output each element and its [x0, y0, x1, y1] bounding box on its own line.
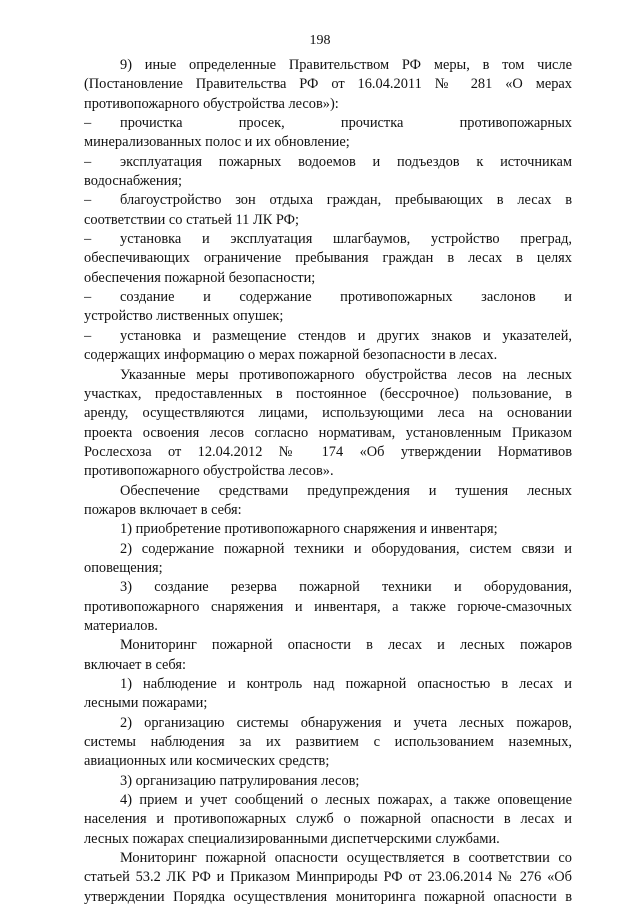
text-line: эксплуатация пожарных водоемов и подъездов к источникам [120, 153, 572, 170]
text-line: лесными пожарами; [84, 695, 208, 712]
text-line: установка и эксплуатация шлагбаумов, устройство преград, [120, 231, 572, 248]
text-line: статьей 53.2 ЛК РФ и Приказом Минприроды РФ от 23.06.2014 № 276 «Об [84, 869, 572, 886]
text-line: 2) содержание пожарной техники и оборудования, систем связи и [120, 540, 572, 557]
text-line: обеспечения пожарной безопасности; [84, 269, 316, 286]
text-line: Мониторинг пожарной опасности осуществляется в соответствии со [120, 850, 572, 867]
text-line: обеспечивающих ограничение пребывания граждан в лесах в целях [84, 250, 572, 267]
list-item-first-line [84, 114, 572, 133]
page-number: 198 [309, 33, 331, 48]
text-line: Мониторинг пожарной опасности в лесах и лесных пожаров [120, 637, 572, 654]
list-item-first-line [84, 153, 572, 172]
text-line: системы наблюдения за их развитием с использованием наземных, [84, 734, 572, 751]
text-line: 3) организацию патрулирования лесов; [120, 772, 360, 789]
text-line: устройство лиственных опушек; [84, 308, 284, 325]
list-item-first-line [84, 230, 572, 249]
text-line: 4) прием и учет сообщений о лесных пожарах, а также оповещение [120, 792, 572, 809]
text-line: Рослесхоза от 12.04.2012 № 174 «Об утверждении Нормативов [84, 443, 572, 460]
text-line: минерализованных полос и их обновление; [84, 134, 350, 151]
dash-bullet: – [84, 289, 92, 306]
text-line: утверждении Порядка осуществления мониторинга пожарной опасности в [84, 888, 572, 905]
text-line: благоустройство зон отдыха граждан, пребывающих в лесах в [120, 192, 572, 209]
text-line: авиационных или космических средств; [84, 753, 330, 770]
text-line: материалов. [84, 617, 158, 634]
text-line: населения и противопожарных служб о пожарной опасности в лесах и [84, 811, 572, 828]
dash-bullet: – [84, 115, 92, 132]
text-line: пожаров включает в себя: [84, 501, 242, 518]
list-item-first-line [84, 327, 572, 346]
text-line: прочистка просек, прочистка противопожарных [120, 115, 572, 132]
list-item-first-line [84, 288, 572, 307]
text-line: 1) приобретение противопожарного снаряжения и инвентаря; [120, 521, 498, 538]
text-line: 9) иные определенные Правительством РФ меры, в том числе [120, 57, 572, 73]
text-line: (Постановление Правительства РФ от 16.04.2011 № 281 «О мерах [84, 76, 572, 93]
dash-bullet: – [84, 327, 92, 344]
text-line: лесных пожарах специализированными диспетчерскими службами. [84, 830, 500, 847]
text-line: проекта освоения лесов согласно нормативам, установленным Приказом [84, 424, 572, 441]
text-line: противопожарного обустройства лесов»): [84, 95, 339, 112]
text-line: 1) наблюдение и контроль над пожарной опасностью в лесах и [120, 676, 572, 692]
text-line: противопожарного обустройства лесов». [84, 463, 334, 480]
text-line: Указанные меры противопожарного обустройства лесов на лесных [120, 366, 572, 383]
text-line: аренду, осуществляются лицами, использующими леса на основании [84, 405, 572, 422]
text-line: создание и содержание противопожарных заслонов и [120, 289, 572, 306]
dash-bullet: – [84, 231, 92, 248]
text-line: оповещения; [84, 559, 163, 576]
text-line: соответствии со статьей 11 ЛК РФ; [84, 211, 300, 228]
text-line: включает в себя: [84, 656, 186, 673]
text-line: противопожарного снаряжения и инвентаря, а также горюче-смазочных [84, 598, 572, 615]
text-line: 3) создание резерва пожарной техники и оборудования, [120, 579, 572, 596]
dash-bullet: – [84, 153, 92, 170]
text-line: участках, предоставленных в постоянное (бессрочное) пользование, в [84, 385, 572, 402]
text-line: Обеспечение средствами предупреждения и тушения лесных [120, 482, 572, 499]
list-item-first-line [84, 191, 572, 210]
text-line: содержащих информацию о мерах пожарной безопасности в лесах. [84, 347, 498, 364]
text-line: установка и размещение стендов и других знаков и указателей, [120, 327, 572, 344]
text-line: водоснабжения; [84, 173, 182, 190]
text-line: 2) организацию системы обнаружения и учета лесных пожаров, [120, 714, 572, 731]
body-text [84, 56, 572, 907]
dash-bullet: – [84, 192, 92, 209]
